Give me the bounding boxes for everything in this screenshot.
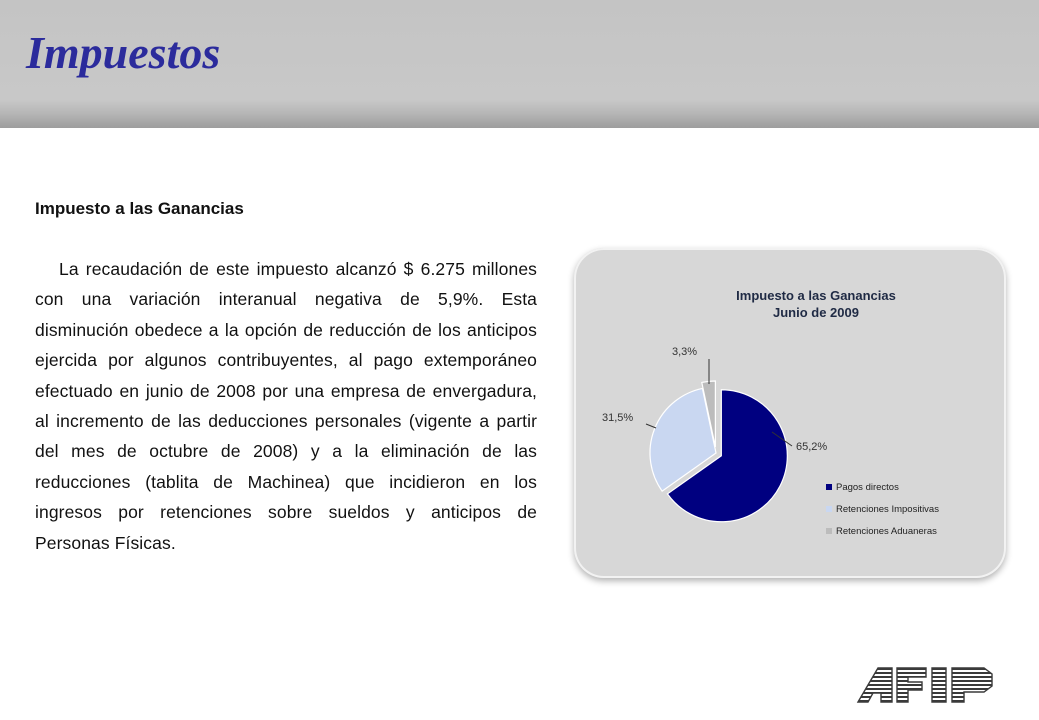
header-bar bbox=[0, 0, 1039, 128]
pie-chart bbox=[574, 248, 1006, 578]
section-heading: Impuesto a las Ganancias bbox=[35, 199, 244, 218]
legend-swatch-1 bbox=[826, 484, 832, 490]
afip-logo bbox=[856, 664, 1006, 704]
legend-swatch-2 bbox=[826, 506, 832, 512]
chart-title: Impuesto a las Ganancias bbox=[736, 288, 896, 303]
chart-panel bbox=[574, 248, 1006, 578]
body-paragraph: La recaudación de este impuesto alcanzó $ 6.275 millones con una variación interanual negativa de 5,9%. Esta disminución obedece a la opción de reducción de los anticipos ejercida por algunos contribuyentes, al pago extemporáneo efectuado en junio de 2008 por una empresa de envergadura, al incremento de las deducciones personales (vigente a partir del mes de octubre de 2008) y a la eliminación de las reducciones (tablita de Machinea) que incidieron en los ingresos por retenciones sobre sueldos y anticipos de Personas Físicas. bbox=[35, 259, 537, 553]
chart-subtitle: Junio de 2009 bbox=[773, 305, 859, 320]
data-label-2: 31,5% bbox=[602, 412, 634, 424]
legend-label-3: Retenciones Aduaneras bbox=[836, 526, 937, 537]
data-label-1: 65,2% bbox=[796, 441, 828, 453]
legend-label-2: Retenciones Impositivas bbox=[836, 504, 939, 515]
page-title: Impuestos bbox=[26, 27, 221, 78]
legend-swatch-3 bbox=[826, 528, 832, 534]
legend-label-1: Pagos directos bbox=[836, 482, 899, 493]
data-label-3: 3,3% bbox=[672, 346, 698, 358]
leader-line-2 bbox=[646, 424, 656, 428]
